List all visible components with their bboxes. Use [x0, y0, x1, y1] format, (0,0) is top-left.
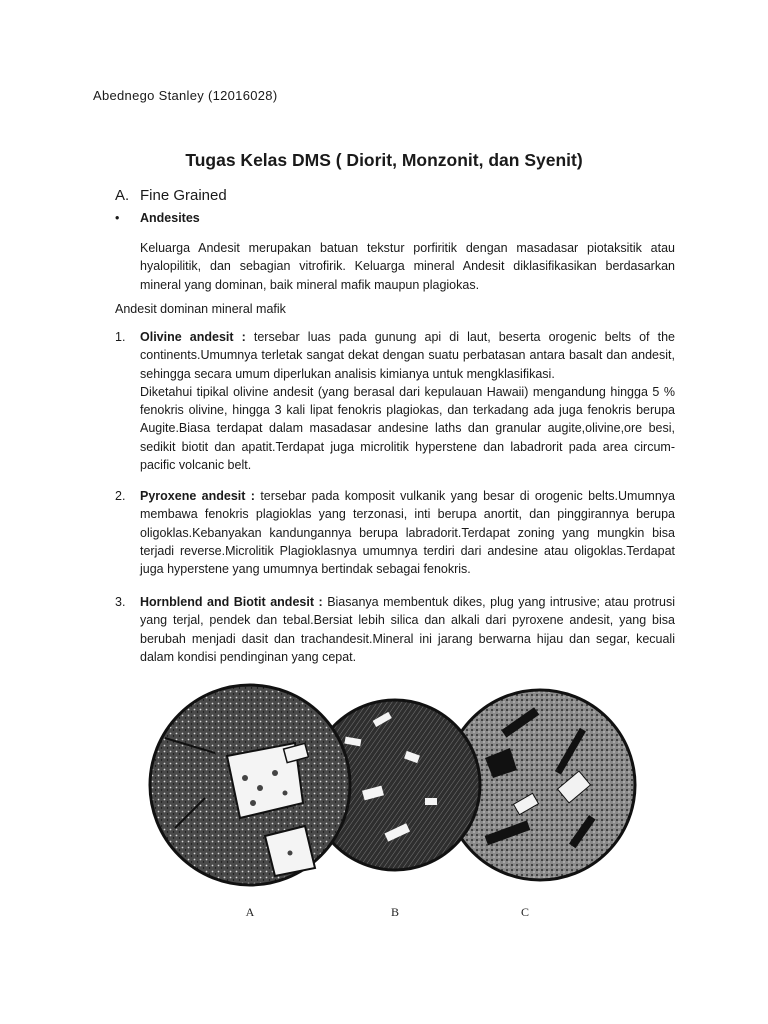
section-a-circle: [150, 685, 350, 885]
author-line: Abednego Stanley (12016028): [93, 88, 278, 103]
item-text: tersebar luas pada gunung api di laut, beserta orogenic belts of the continents.Umumnya terletak sangat dekat dengan suatu perbatasan antara basalt dan andesit, sehingga secara umum diperlukan analisis kimianya untuk mengklasifikasi.: [140, 330, 675, 381]
item-text-continued: Diketahui tipikal olivine andesit (yang berasal dari kepulauan Hawaii) mengandung hingga 5 % fenokris olivine, hingga 3 kali lipat fenokris plagiokas, dan terkadang ada juga fenokris berupa Augite.Biasa terdapat dalam masadasar andesine laths dan granular augite,olivine,ore besi, sedikit biotit dan apatit.Terdapat juga microlitik hyperstene dan labadrorit pada area circum-pacific volcanic belt.: [140, 384, 675, 473]
figure-label-a: A: [245, 905, 255, 919]
bullet-icon: •: [115, 211, 120, 225]
section-label: Fine Grained: [140, 187, 227, 204]
section-heading: [115, 187, 227, 204]
figure-label-b: B: [390, 905, 400, 919]
item-body: [140, 328, 675, 474]
item-term: Olivine andesit :: [140, 330, 246, 344]
bullet-label: Andesites: [140, 211, 200, 225]
intro-paragraph: Keluarga Andesit merupakan batuan tekstur porfiritik dengan masadasar piotaksitik atau hyalopilitik, dan sebagian vitrofirik. Keluarga mineral Andesit diklasifikasikan berdasarkan mineral yang dominan, baik mineral mafik maupun plagiokas.: [140, 241, 675, 292]
item-number: 2.: [115, 489, 126, 503]
item-number: 3.: [115, 595, 126, 609]
item-body: [140, 487, 675, 578]
figure-label-c: C: [520, 905, 530, 919]
subheading: Andesit dominan mineral mafik: [115, 302, 286, 316]
item-text: Biasanya membentuk dikes, plug yang intrusive; atau protrusi yang terjal, pendek dan tebal.Bersiat lebih silica dan alkali dari pyroxene andesit, yang bisa berubah menjadi dasit dan trachandesit.Mineral ini jarang berwarna hijau dan segar, kecuali dalam kondisi pendinginan yang cepat.: [140, 595, 676, 664]
item-term: Hornblend and Biotit andesit :: [140, 595, 323, 609]
document-title: Tugas Kelas DMS ( Diorit, Monzonit, dan Syenit): [185, 150, 583, 170]
item-body: [140, 593, 675, 666]
item-number: 1.: [115, 330, 126, 344]
section-letter: A.: [115, 187, 130, 204]
bullet-heading: [115, 211, 200, 225]
item-text: tersebar pada komposit vulkanik yang besar di orogenic belts.Umumnya membawa fenokris plagioklas yang terzonasi, inti berupa anortit, dan pinggirannya berupa oligoklas.Kebanyakan kandungannya berupa labradorit.Terdapat zoning yang mungkin bisa terjadi reverse.Microlitik Plagioklasnya umumnya terdiri dari andesine atau oligoklas.Terdapat juga hyperstene yang umumnya bertindak sebagai fenokris.: [140, 489, 675, 577]
item-term: Pyroxene andesit :: [140, 489, 255, 503]
thin-section-figure: [145, 678, 640, 923]
